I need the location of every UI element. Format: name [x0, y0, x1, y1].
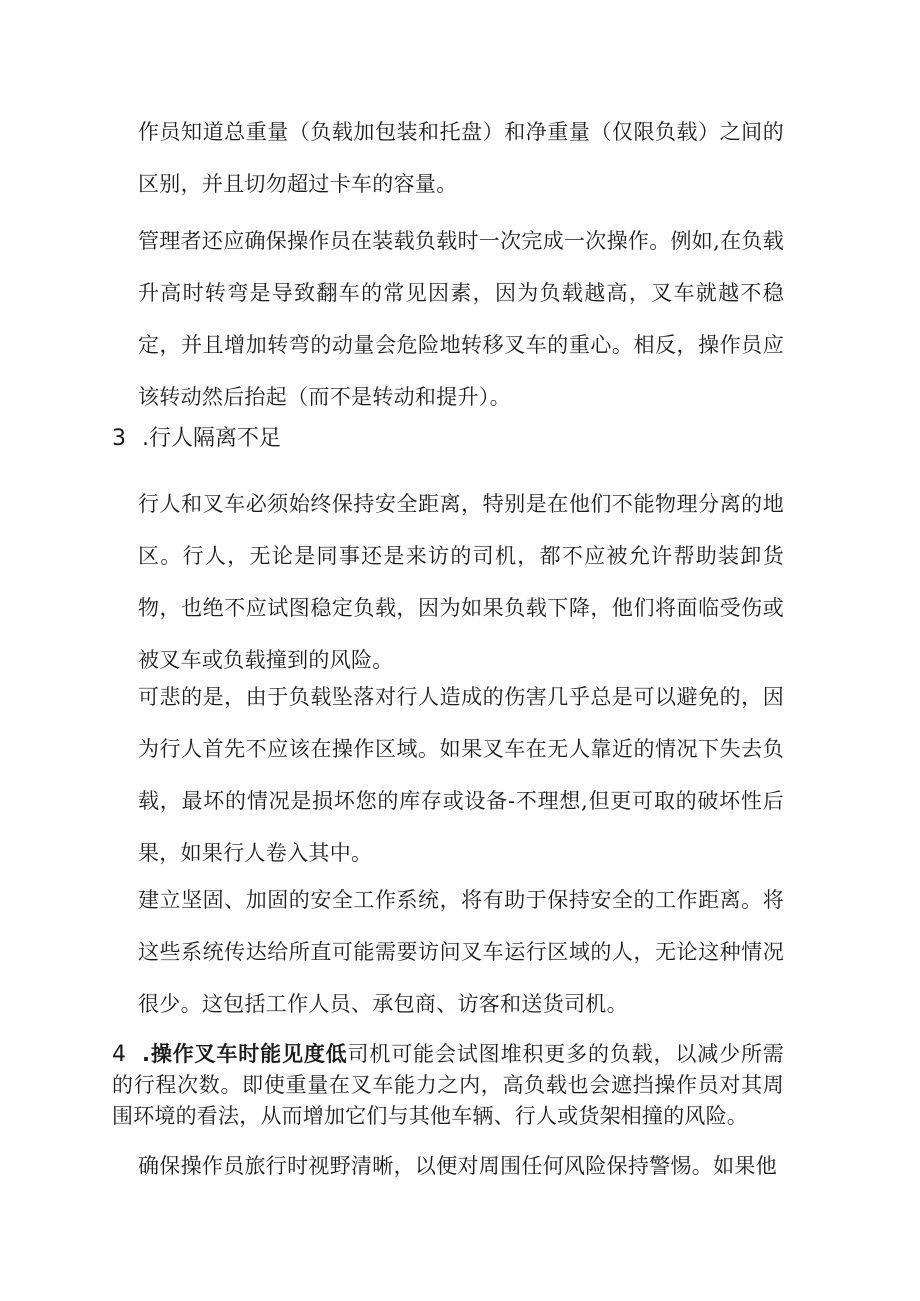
section-4-number: 4	[112, 1042, 127, 1067]
section-4-block	[112, 1039, 784, 1132]
paragraph-pedestrian-distance: 行人和叉车必须始终保持安全距离，特别是在他们不能物理分离的地区。行人，无论是同事还是来访的司机，都不应被允许帮助装卸货物，也绝不应试图稳定负载，因为如果负载下降，他们将面临受伤或被叉车或负载撞到的风险。	[138, 492, 784, 672]
section-4-body: 司机可能会试图堆积更多的负载，以减少所需的行程次数。即使重量在叉车能力之内，高负载也会遮挡操作员对其周围环境的看法，从而增加它们与其他车辆、行人或货架相撞的风险。	[112, 1042, 785, 1128]
section-3-heading	[112, 424, 281, 454]
paragraph-weight-distinction: 作员知道总重量（负载加包装和托盘）和净重量（仅限负载）之间的区别，并且切勿超过卡车的容量。	[138, 120, 784, 196]
paragraph-operation-guidance: 管理者还应确保操作员在装载负载时一次完成一次操作。例如,在负载升高时转弯是导致翻车的常见因素，因为负载越高，叉车就越不稳定，并且增加转弯的动量会危险地转移叉车的重心。相反，操作员应该转动然后抬起（而不是转动和提升）。	[138, 229, 784, 409]
section-4-title: .操作叉车时能见度低	[142, 1042, 348, 1066]
section-3-number: 3	[112, 426, 126, 451]
paragraph-safe-systems: 建立坚固、加固的安全工作系统，将有助于保持安全的工作距离。将这些系统传达给所直可能需要访问叉车运行区域的人，无论这种情况很少。这包括工作人员、承包商、访客和送货司机。	[138, 888, 784, 1016]
paragraph-pedestrian-injury: 可悲的是，由于负载坠落对行人造成的伤害几乎总是可以避免的，因为行人首先不应该在操作区域。如果叉车在无人靠近的情况下失去负载，最坏的情况是损坏您的库存或设备-不理想,但更可取的破坏性后果，如果行人卷入其中。	[138, 685, 784, 865]
section-3-title: .行人隔离不足	[142, 426, 281, 451]
paragraph-clear-view: 确保操作员旅行时视野清晰，以便对周围任何风险保持警惕。如果他	[138, 1154, 777, 1178]
